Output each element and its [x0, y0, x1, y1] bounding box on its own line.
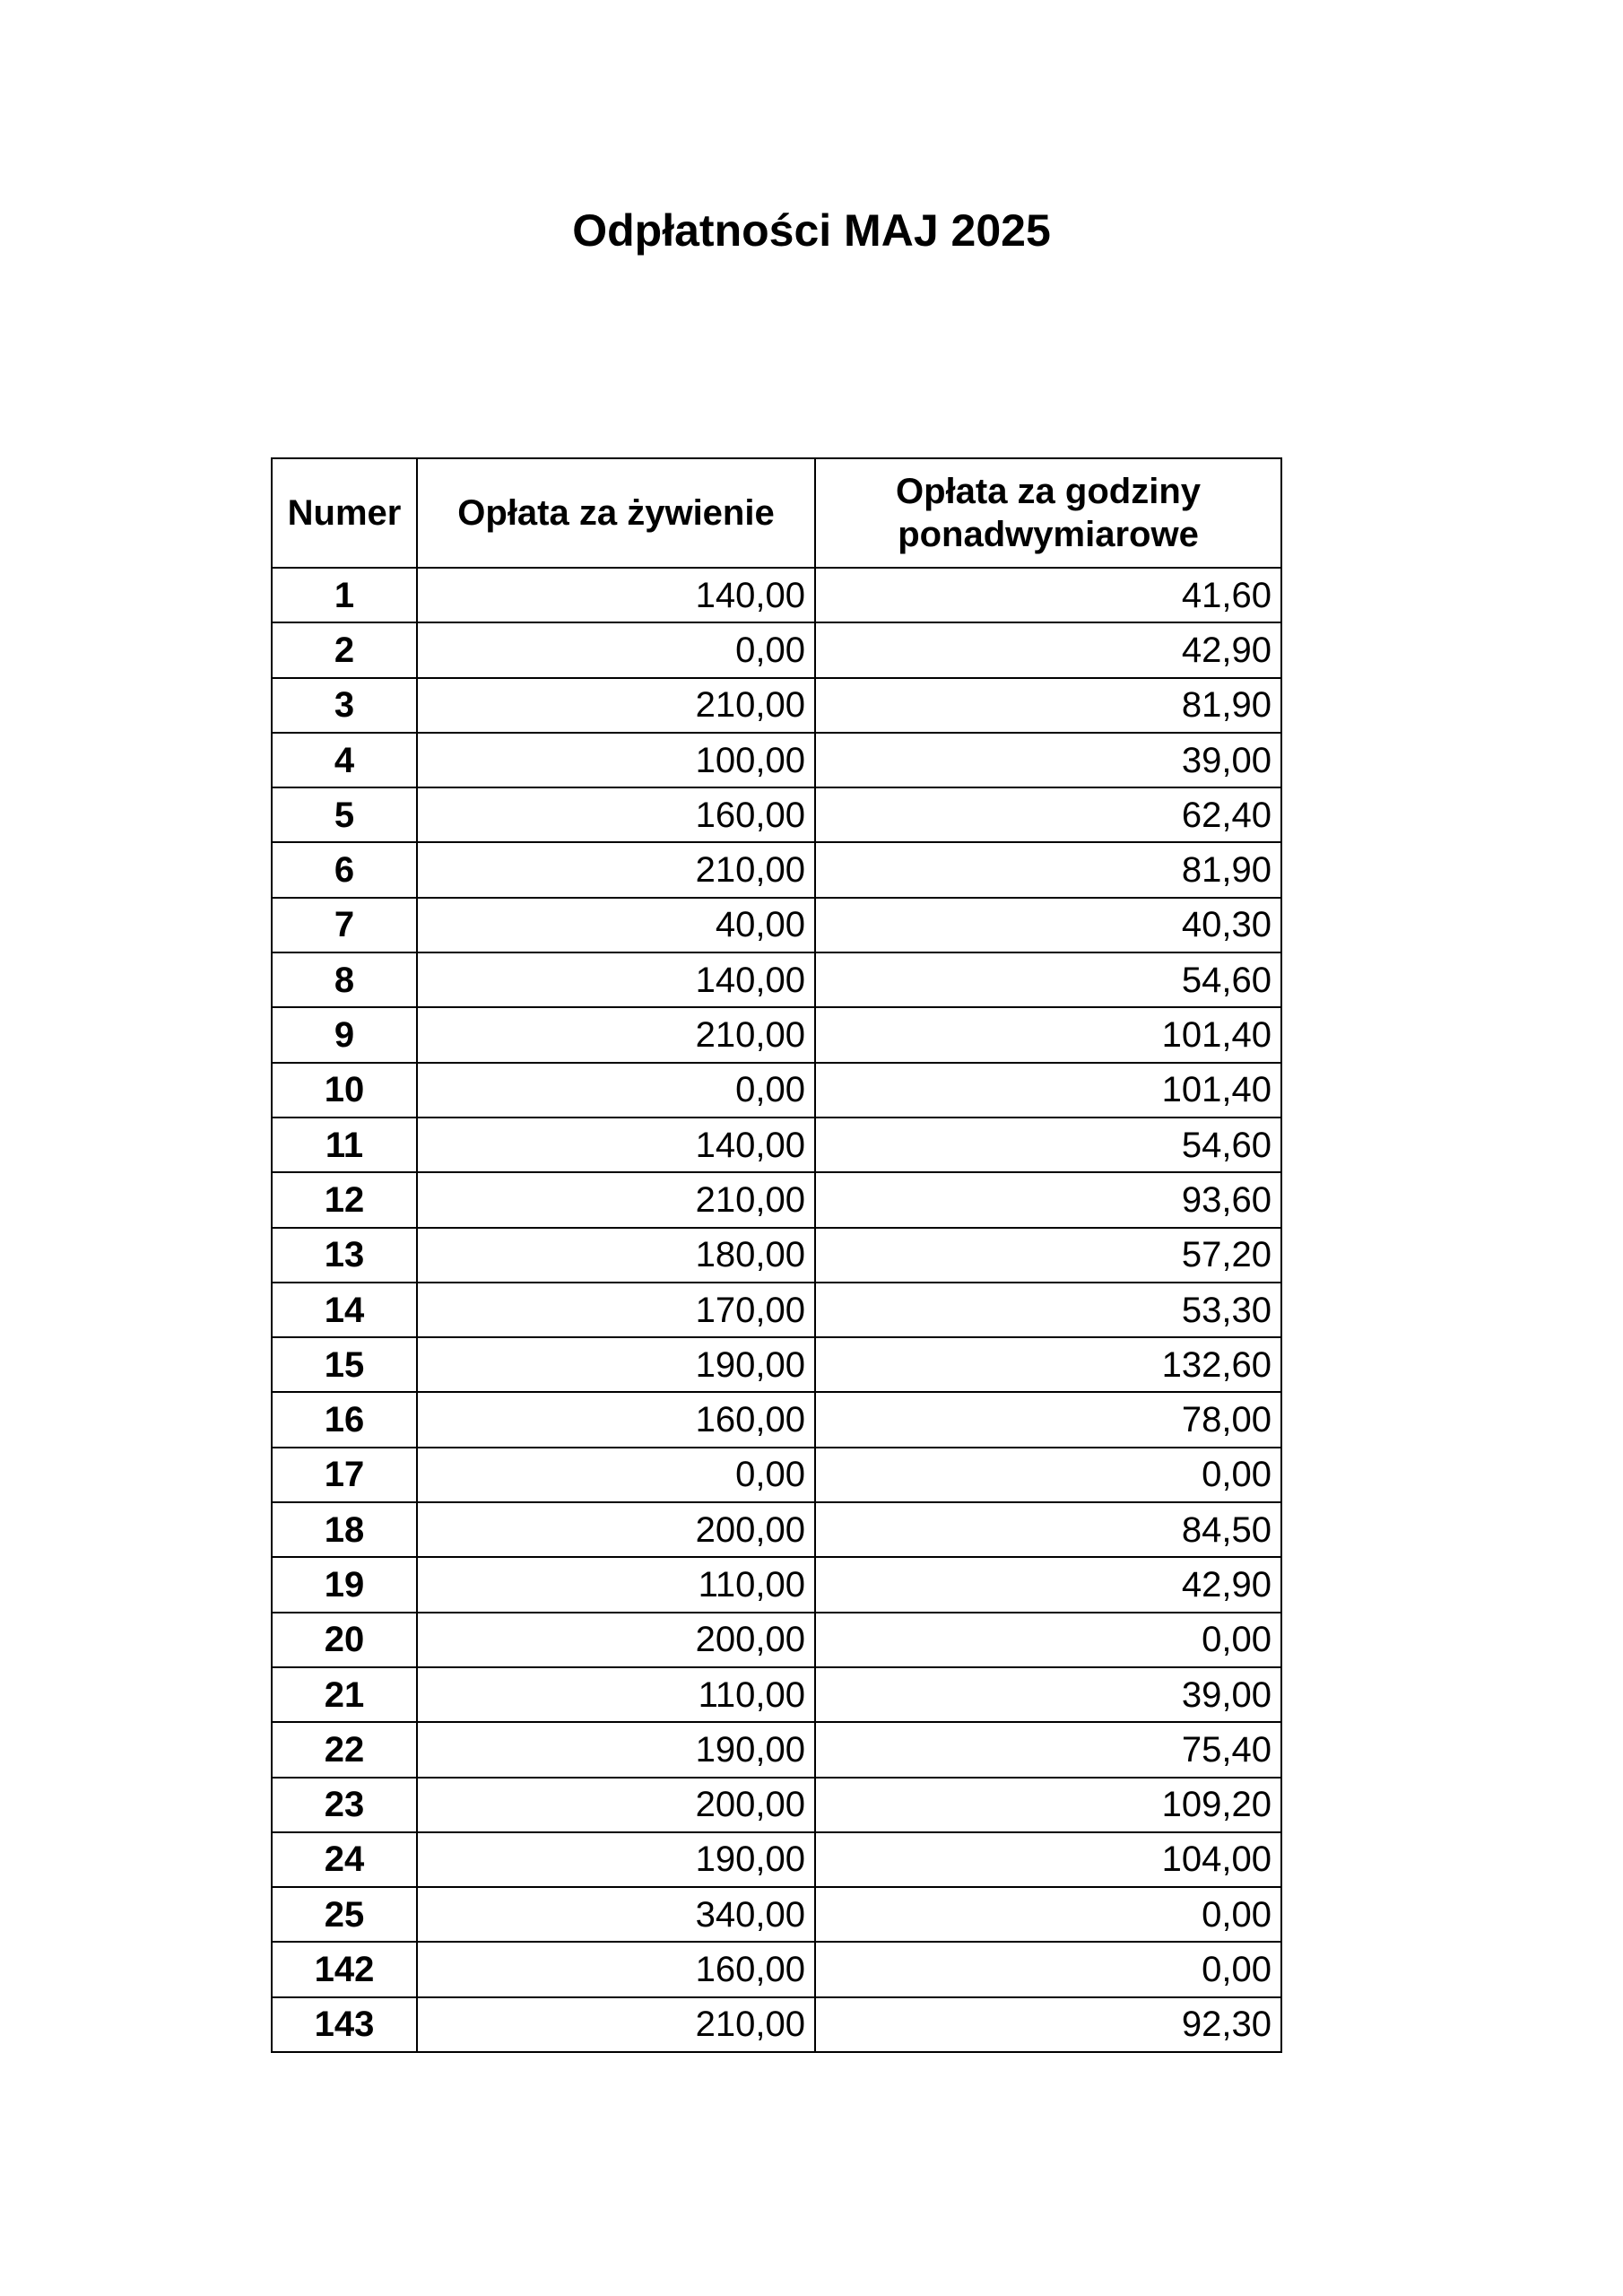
- row-overtime-fee: 42,90: [815, 1557, 1281, 1612]
- row-food-fee: 200,00: [417, 1778, 815, 1832]
- row-overtime-fee: 0,00: [815, 1887, 1281, 1942]
- row-number: 11: [272, 1118, 417, 1172]
- table-row: [272, 1942, 1281, 1996]
- table-header: [272, 458, 1281, 568]
- table-row: [272, 1172, 1281, 1227]
- table-row: [272, 1502, 1281, 1557]
- row-overtime-fee: 75,40: [815, 1722, 1281, 1777]
- row-food-fee: 210,00: [417, 1172, 815, 1227]
- row-food-fee: 160,00: [417, 1942, 815, 1996]
- table-row: [272, 1392, 1281, 1447]
- header-food-fee: Opłata za żywienie: [417, 458, 815, 568]
- row-number: 4: [272, 733, 417, 787]
- row-overtime-fee: 54,60: [815, 1118, 1281, 1172]
- row-overtime-fee: 78,00: [815, 1392, 1281, 1447]
- row-food-fee: 190,00: [417, 1337, 815, 1392]
- table-row: [272, 898, 1281, 952]
- row-number: 3: [272, 678, 417, 733]
- table-row: [272, 1667, 1281, 1722]
- table-row: [272, 1722, 1281, 1777]
- table-row: [272, 1778, 1281, 1832]
- row-food-fee: 0,00: [417, 1063, 815, 1118]
- row-overtime-fee: 41,60: [815, 568, 1281, 622]
- row-number: 8: [272, 952, 417, 1007]
- row-food-fee: 210,00: [417, 1007, 815, 1062]
- table-row: [272, 1557, 1281, 1612]
- table-row: [272, 622, 1281, 677]
- row-number: 19: [272, 1557, 417, 1612]
- table-row: [272, 1007, 1281, 1062]
- row-number: 14: [272, 1283, 417, 1337]
- row-number: 9: [272, 1007, 417, 1062]
- table-row: [272, 1118, 1281, 1172]
- row-number: 18: [272, 1502, 417, 1557]
- row-number: 25: [272, 1887, 417, 1942]
- row-food-fee: 190,00: [417, 1832, 815, 1887]
- row-number: 21: [272, 1667, 417, 1722]
- row-food-fee: 160,00: [417, 1392, 815, 1447]
- row-overtime-fee: 0,00: [815, 1448, 1281, 1502]
- header-overtime-fee-line2: ponadwymiarowe: [898, 515, 1199, 554]
- row-food-fee: 110,00: [417, 1667, 815, 1722]
- row-food-fee: 190,00: [417, 1722, 815, 1777]
- row-number: 16: [272, 1392, 417, 1447]
- table-row: [272, 678, 1281, 733]
- row-overtime-fee: 57,20: [815, 1228, 1281, 1283]
- row-food-fee: 40,00: [417, 898, 815, 952]
- row-food-fee: 140,00: [417, 1118, 815, 1172]
- table-row: [272, 568, 1281, 622]
- row-overtime-fee: 39,00: [815, 1667, 1281, 1722]
- row-number: 12: [272, 1172, 417, 1227]
- row-number: 5: [272, 787, 417, 842]
- header-overtime-fee-line1: Opłata za godziny: [895, 472, 1202, 511]
- header-overtime-fee: [815, 458, 1281, 568]
- row-number: 15: [272, 1337, 417, 1392]
- row-overtime-fee: 62,40: [815, 787, 1281, 842]
- row-food-fee: 180,00: [417, 1228, 815, 1283]
- row-overtime-fee: 42,90: [815, 622, 1281, 677]
- row-overtime-fee: 84,50: [815, 1502, 1281, 1557]
- fees-table: [271, 457, 1282, 2053]
- page-title: Odpłatności MAJ 2025: [572, 205, 1051, 256]
- row-food-fee: 210,00: [417, 1997, 815, 2052]
- table-body: [272, 568, 1281, 2052]
- row-overtime-fee: 0,00: [815, 1613, 1281, 1667]
- table-row: [272, 1337, 1281, 1392]
- row-overtime-fee: 39,00: [815, 733, 1281, 787]
- row-number: 20: [272, 1613, 417, 1667]
- row-overtime-fee: 54,60: [815, 952, 1281, 1007]
- table-row: [272, 1887, 1281, 1942]
- row-food-fee: 140,00: [417, 952, 815, 1007]
- row-number: 1: [272, 568, 417, 622]
- table-row: [272, 733, 1281, 787]
- row-number: 143: [272, 1997, 417, 2052]
- row-number: 142: [272, 1942, 417, 1996]
- table-row: [272, 1063, 1281, 1118]
- row-food-fee: 210,00: [417, 842, 815, 897]
- row-food-fee: 0,00: [417, 622, 815, 677]
- row-overtime-fee: 101,40: [815, 1063, 1281, 1118]
- row-overtime-fee: 109,20: [815, 1778, 1281, 1832]
- row-number: 23: [272, 1778, 417, 1832]
- row-number: 22: [272, 1722, 417, 1777]
- row-number: 24: [272, 1832, 417, 1887]
- header-row: [272, 458, 1281, 568]
- row-overtime-fee: 81,90: [815, 678, 1281, 733]
- header-number: Numer: [272, 458, 417, 568]
- table-row: [272, 842, 1281, 897]
- row-food-fee: 340,00: [417, 1887, 815, 1942]
- row-number: 17: [272, 1448, 417, 1502]
- row-number: 2: [272, 622, 417, 677]
- row-overtime-fee: 101,40: [815, 1007, 1281, 1062]
- row-food-fee: 0,00: [417, 1448, 815, 1502]
- row-overtime-fee: 93,60: [815, 1172, 1281, 1227]
- row-number: 13: [272, 1228, 417, 1283]
- row-overtime-fee: 81,90: [815, 842, 1281, 897]
- table-row: [272, 1283, 1281, 1337]
- table-row: [272, 1228, 1281, 1283]
- row-food-fee: 170,00: [417, 1283, 815, 1337]
- table-row: [272, 1448, 1281, 1502]
- row-overtime-fee: 0,00: [815, 1942, 1281, 1996]
- table-row: [272, 1613, 1281, 1667]
- row-overtime-fee: 132,60: [815, 1337, 1281, 1392]
- table-row: [272, 787, 1281, 842]
- row-food-fee: 200,00: [417, 1502, 815, 1557]
- row-overtime-fee: 40,30: [815, 898, 1281, 952]
- row-food-fee: 200,00: [417, 1613, 815, 1667]
- table-row: [272, 1997, 1281, 2052]
- row-number: 10: [272, 1063, 417, 1118]
- row-food-fee: 110,00: [417, 1557, 815, 1612]
- row-food-fee: 140,00: [417, 568, 815, 622]
- row-number: 6: [272, 842, 417, 897]
- row-food-fee: 160,00: [417, 787, 815, 842]
- row-food-fee: 210,00: [417, 678, 815, 733]
- row-overtime-fee: 92,30: [815, 1997, 1281, 2052]
- table-row: [272, 952, 1281, 1007]
- row-number: 7: [272, 898, 417, 952]
- table-row: [272, 1832, 1281, 1887]
- row-food-fee: 100,00: [417, 733, 815, 787]
- row-overtime-fee: 53,30: [815, 1283, 1281, 1337]
- row-overtime-fee: 104,00: [815, 1832, 1281, 1887]
